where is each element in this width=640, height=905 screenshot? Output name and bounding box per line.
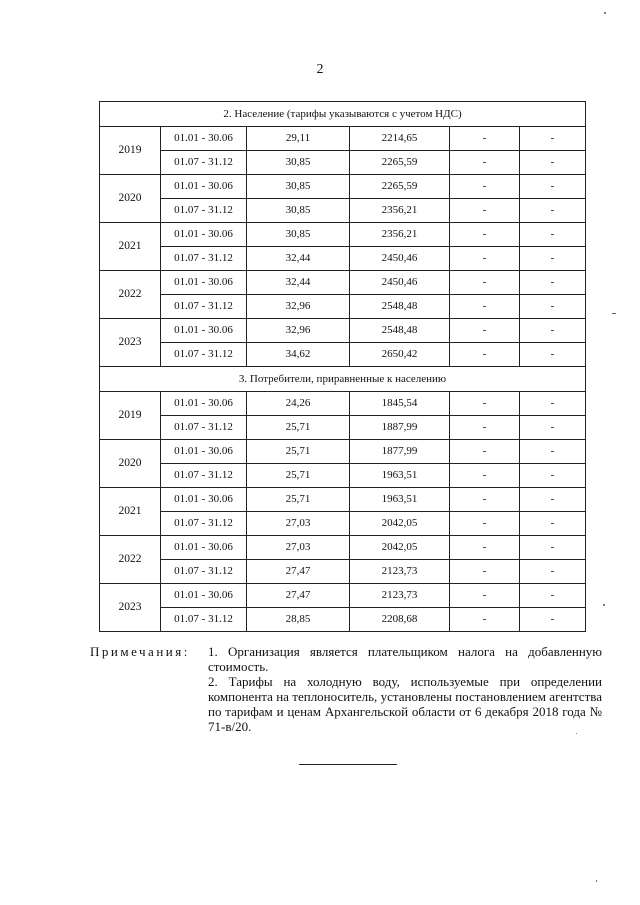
year-cell: 2023 [100,584,161,632]
table-row [100,199,586,223]
dash-cell: - [450,271,520,295]
table-row [100,151,586,175]
dash-cell: - [520,416,586,440]
value-cell: 1845,54 [350,392,450,416]
year-cell: 2019 [100,127,161,175]
period-cell: 01.07 - 31.12 [161,416,247,440]
dash-cell: - [520,488,586,512]
period-cell: 01.01 - 30.06 [161,440,247,464]
scan-speck [603,604,605,606]
dash-cell: - [520,584,586,608]
period-cell: 01.07 - 31.12 [161,247,247,271]
value-cell: 30,85 [247,151,350,175]
period-cell: 01.07 - 31.12 [161,560,247,584]
note-item-vat: 1. Организация является плательщиком налога на добавленную стоимость. [208,644,602,674]
period-cell: 01.01 - 30.06 [161,319,247,343]
dash-cell: - [450,151,520,175]
dash-cell: - [520,440,586,464]
table-row [100,440,586,464]
dash-cell: - [450,584,520,608]
value-cell: 32,96 [247,295,350,319]
year-cell: 2022 [100,536,161,584]
period-cell: 01.07 - 31.12 [161,151,247,175]
dash-cell: - [520,608,586,632]
section-title: 2. Население (тарифы указываются с учетом НДС) [100,102,586,127]
dash-cell: - [520,199,586,223]
table-row [100,608,586,632]
value-cell: 30,85 [247,223,350,247]
period-cell: 01.01 - 30.06 [161,536,247,560]
value-cell: 25,71 [247,416,350,440]
dash-cell: - [450,512,520,536]
section-header-row [100,102,586,127]
value-cell: 2123,73 [350,584,450,608]
value-cell: 2042,05 [350,512,450,536]
notes-label: Примечания: [90,644,190,659]
page-number: 2 [316,62,324,77]
value-cell: 2356,21 [350,199,450,223]
dash-cell: - [450,560,520,584]
year-cell: 2020 [100,440,161,488]
tariff-table [99,101,586,632]
period-cell: 01.01 - 30.06 [161,175,247,199]
dash-cell: - [520,343,586,367]
value-cell: 27,47 [247,584,350,608]
value-cell: 27,03 [247,512,350,536]
period-cell: 01.01 - 30.06 [161,223,247,247]
table-row [100,223,586,247]
dash-cell: - [450,464,520,488]
value-cell: 32,96 [247,319,350,343]
value-cell: 2208,68 [350,608,450,632]
value-cell: 30,85 [247,199,350,223]
section-header-row [100,367,586,392]
dash-cell: - [450,319,520,343]
value-cell: 25,71 [247,488,350,512]
period-cell: 01.01 - 30.06 [161,392,247,416]
table-row [100,536,586,560]
value-cell: 30,85 [247,175,350,199]
year-cell: 2020 [100,175,161,223]
value-cell: 29,11 [247,127,350,151]
value-cell: 2450,46 [350,271,450,295]
table-row [100,488,586,512]
table-row [100,247,586,271]
year-cell: 2022 [100,271,161,319]
value-cell: 2214,65 [350,127,450,151]
dash-cell: - [520,512,586,536]
table-row [100,127,586,151]
table-row [100,392,586,416]
dash-cell: - [450,343,520,367]
value-cell: 27,03 [247,536,350,560]
dash-cell: - [450,223,520,247]
dash-cell: - [520,247,586,271]
period-cell: 01.07 - 31.12 [161,608,247,632]
value-cell: 1963,51 [350,488,450,512]
section-title: 3. Потребители, приравненные к населению [100,367,586,392]
dash-cell: - [450,127,520,151]
dash-cell: - [520,295,586,319]
year-cell: 2019 [100,392,161,440]
scan-speck [604,12,606,14]
dash-cell: - [520,319,586,343]
value-cell: 2265,59 [350,151,450,175]
dash-cell: - [450,488,520,512]
value-cell: 2650,42 [350,343,450,367]
dash-cell: - [450,295,520,319]
dash-cell: - [450,416,520,440]
scan-speck [576,733,577,734]
dash-cell: - [520,271,586,295]
table-row [100,584,586,608]
value-cell: 1887,99 [350,416,450,440]
value-cell: 28,85 [247,608,350,632]
dash-cell: - [450,608,520,632]
period-cell: 01.07 - 31.12 [161,512,247,536]
table-row [100,512,586,536]
value-cell: 1963,51 [350,464,450,488]
scan-speck [596,880,597,882]
table-row [100,560,586,584]
value-cell: 2548,48 [350,319,450,343]
dash-cell: - [450,247,520,271]
value-cell: 2123,73 [350,560,450,584]
value-cell: 25,71 [247,440,350,464]
note-item-cold-water: 2. Тарифы на холодную воду, используемые при определении компонента на теплоноситель, установлены постановлением агентства по тарифам и ценам Архангельской области от 6 декабря 2018 года № 71-в/20. [208,674,602,734]
period-cell: 01.07 - 31.12 [161,343,247,367]
dash-cell: - [450,440,520,464]
dash-cell: - [520,392,586,416]
value-cell: 2548,48 [350,295,450,319]
year-cell: 2023 [100,319,161,367]
table-row [100,271,586,295]
value-cell: 2356,21 [350,223,450,247]
value-cell: 27,47 [247,560,350,584]
table-row [100,175,586,199]
dash-cell: - [450,175,520,199]
dash-cell: - [450,199,520,223]
period-cell: 01.01 - 30.06 [161,488,247,512]
dash-cell: - [520,560,586,584]
period-cell: 01.07 - 31.12 [161,295,247,319]
value-cell: 25,71 [247,464,350,488]
table-row [100,343,586,367]
value-cell: 32,44 [247,247,350,271]
period-cell: 01.01 - 30.06 [161,271,247,295]
end-rule [299,764,397,765]
period-cell: 01.01 - 30.06 [161,584,247,608]
dash-cell: - [520,151,586,175]
value-cell: 2450,46 [350,247,450,271]
dash-cell: - [520,464,586,488]
period-cell: 01.07 - 31.12 [161,464,247,488]
notes-list [208,644,602,734]
value-cell: 24,26 [247,392,350,416]
dash-cell: - [520,175,586,199]
value-cell: 34,62 [247,343,350,367]
table-row [100,464,586,488]
year-cell: 2021 [100,488,161,536]
table-row [100,295,586,319]
year-cell: 2021 [100,223,161,271]
value-cell: 2265,59 [350,175,450,199]
value-cell: 32,44 [247,271,350,295]
dash-cell: - [520,223,586,247]
dash-cell: - [450,536,520,560]
scan-speck [612,313,616,314]
value-cell: 1877,99 [350,440,450,464]
tariff-table-body [100,102,586,632]
period-cell: 01.01 - 30.06 [161,127,247,151]
table-row [100,319,586,343]
value-cell: 2042,05 [350,536,450,560]
dash-cell: - [520,127,586,151]
dash-cell: - [520,536,586,560]
period-cell: 01.07 - 31.12 [161,199,247,223]
table-row [100,416,586,440]
dash-cell: - [450,392,520,416]
